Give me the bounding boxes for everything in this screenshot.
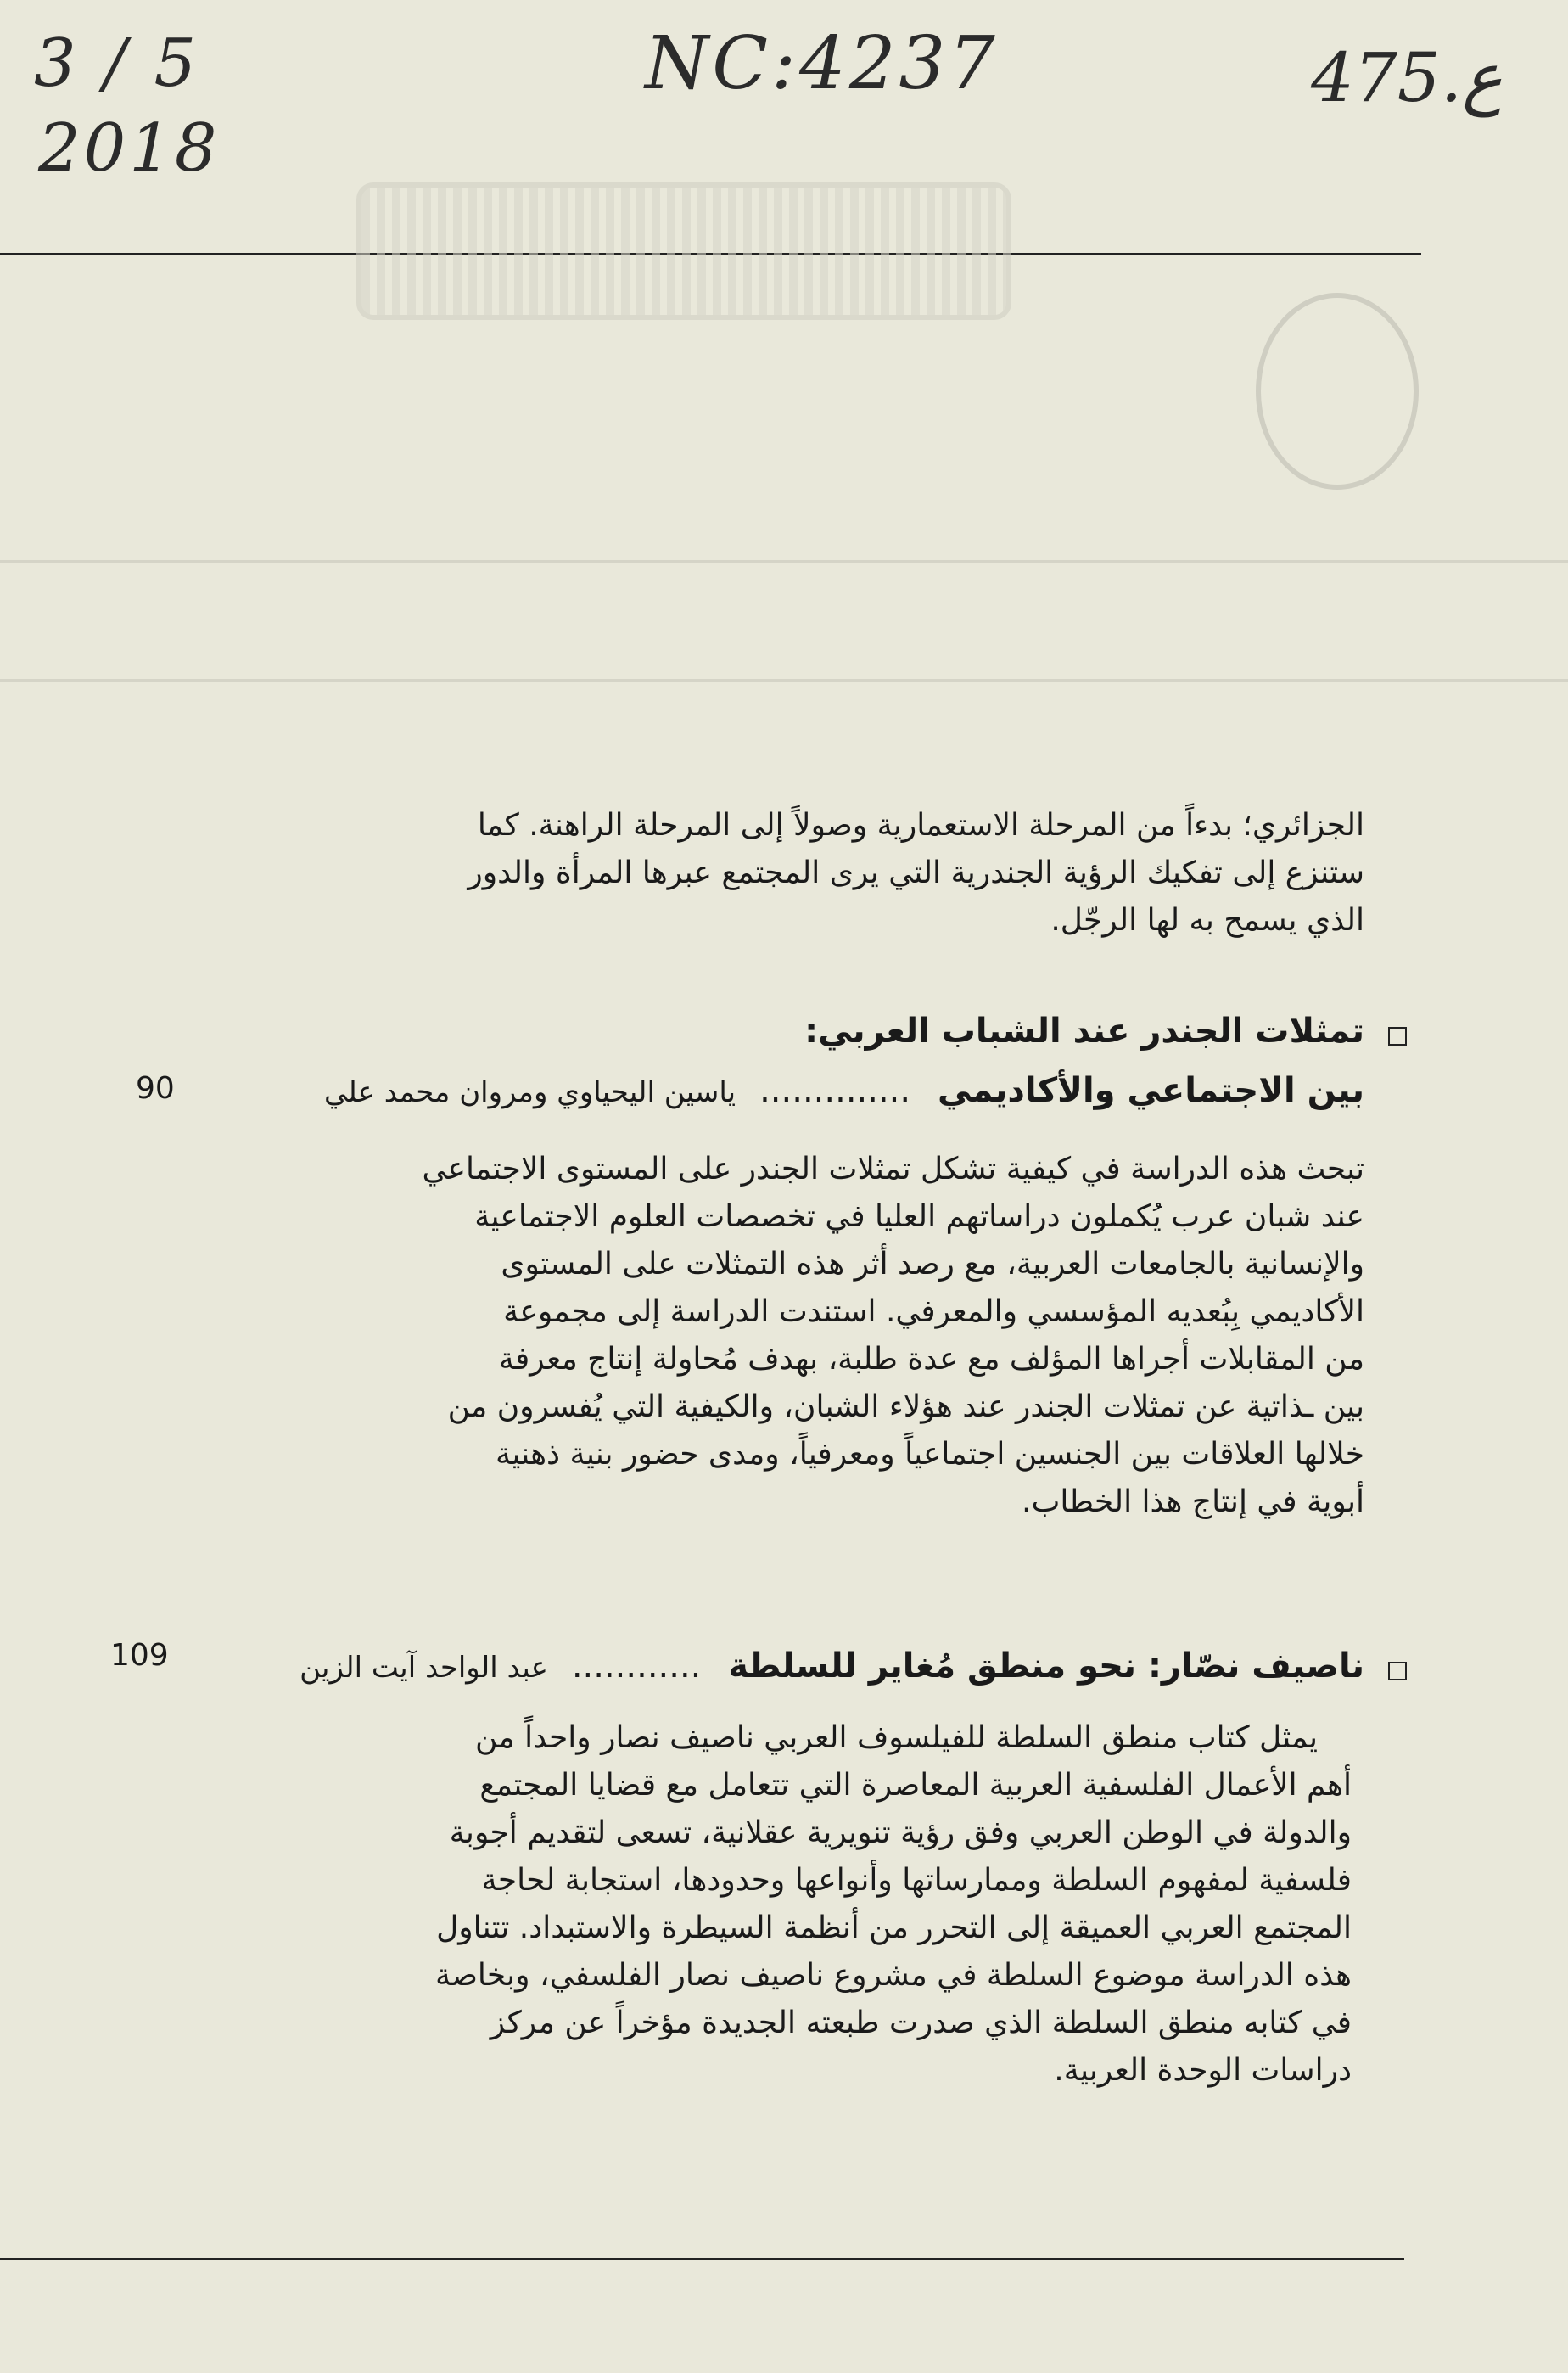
entry-2-abstract [342, 1714, 1352, 2095]
text-line: يمثل كتاب منطق السلطة للفيلسوف العربي ناصيف نصار واحداً من [475, 1720, 1318, 1755]
entry-1-checkbox [1388, 1027, 1407, 1046]
entry-1-title-line2-text: بين الاجتماعي والأكاديمي [938, 1071, 1364, 1110]
bottom-rule [0, 2258, 1404, 2260]
entry-2-author: عبد الواحد آيت الزين [300, 1651, 548, 1685]
bleed-through-emblem [1256, 293, 1419, 490]
entry-1-author: ياسين اليحياوي ومروان محمد علي [324, 1075, 736, 1109]
entry-2-checkbox [1388, 1662, 1407, 1680]
handwritten-call-number: NC:4237 [645, 21, 999, 106]
text-line: في كتابه منطق السلطة الذي صدرت طبعته الجديدة مؤخراً عن مركز [490, 2006, 1352, 2040]
text-line: عند شبان عرب يُكملون دراساتهم العليا في تخصصات العلوم الاجتماعية [474, 1199, 1364, 1234]
entry-1-abstract [346, 1146, 1364, 1526]
entry-1-dots: .............. [759, 1071, 911, 1110]
entry-2-dots: ............ [571, 1647, 702, 1686]
entry-1-title-line1: تمثلات الجندر عند الشباب العربي: [804, 1012, 1364, 1051]
text-line: ستنزع إلى تفكيك الرؤية الجندرية التي يرى المجتمع عبرها المرأة والدور [468, 856, 1364, 890]
text-line: هذه الدراسة موضوع السلطة في مشروع ناصيف نصار الفلسفي، وبخاصة [435, 1958, 1352, 1993]
entry-1-page-number: 90 [136, 1071, 175, 1106]
entry-2-page-number: 109 [110, 1638, 169, 1673]
text-line: من المقابلات أجراها المؤلف مع عدة طلبة، بهدف مُحاولة إنتاج معرفة [498, 1342, 1364, 1377]
text-line: المجتمع العربي العميقة إلى التحرر من أنظمة السيطرة والاستبداد. تتناول [436, 1910, 1352, 1945]
text-line: والدولة في الوطن العربي وفق رؤية تنويرية عقلانية، تسعى لتقديم أجوبة [449, 1815, 1352, 1850]
bleed-through-rule [0, 560, 1568, 563]
text-line: الذي يسمح به لها الرجّل. [1050, 903, 1364, 938]
text-line: خلالها العلاقات بين الجنسين اجتماعياً ومعرفياً، ومدى حضور بنية ذهنية [496, 1437, 1364, 1472]
entry-2-title-line1 [300, 1647, 1364, 1686]
text-line: بين ـذاتية عن تمثلات الجندر عند هؤلاء الشبان، والكيفية التي يُفسرون من [447, 1389, 1364, 1424]
bleed-through-rule-2 [0, 679, 1568, 682]
text-line: فلسفية لمفهوم السلطة وممارساتها وأنواعها وحدودها، استجابة لحاجة [481, 1863, 1352, 1898]
handwritten-code: 475.ع [1311, 38, 1503, 117]
entry-2-title-text: ناصيف نصّار: نحو منطق مُغاير للسلطة [728, 1647, 1364, 1686]
bleed-through-barcode [356, 182, 1011, 320]
text-line: أبوية في إنتاج هذا الخطاب. [1022, 1484, 1364, 1519]
handwritten-year: 2018 [38, 110, 221, 187]
text-line: تبحث هذه الدراسة في كيفية تشكل تمثلات الجندر على المستوى الاجتماعي [422, 1152, 1364, 1186]
text-line: الجزائري؛ بدءاً من المرحلة الاستعمارية وصولاً إلى المرحلة الراهنة. كما [477, 808, 1364, 843]
text-line: والإنسانية بالجامعات العربية، مع رصد أثر هذه التمثلات على المستوى [501, 1247, 1364, 1282]
handwritten-fraction: 3 / 5 [34, 25, 200, 102]
text-line: الأكاديمي بِبُعديه المؤسسي والمعرفي. استندت الدراسة إلى مجموعة [503, 1294, 1364, 1329]
entry-1-title-line2 [324, 1071, 1364, 1110]
text-line: أهم الأعمال الفلسفية العربية المعاصرة التي تتعامل مع قضايا المجتمع [479, 1768, 1352, 1803]
text-line: دراسات الوحدة العربية. [1054, 2053, 1352, 2088]
intro-paragraph [346, 802, 1364, 945]
